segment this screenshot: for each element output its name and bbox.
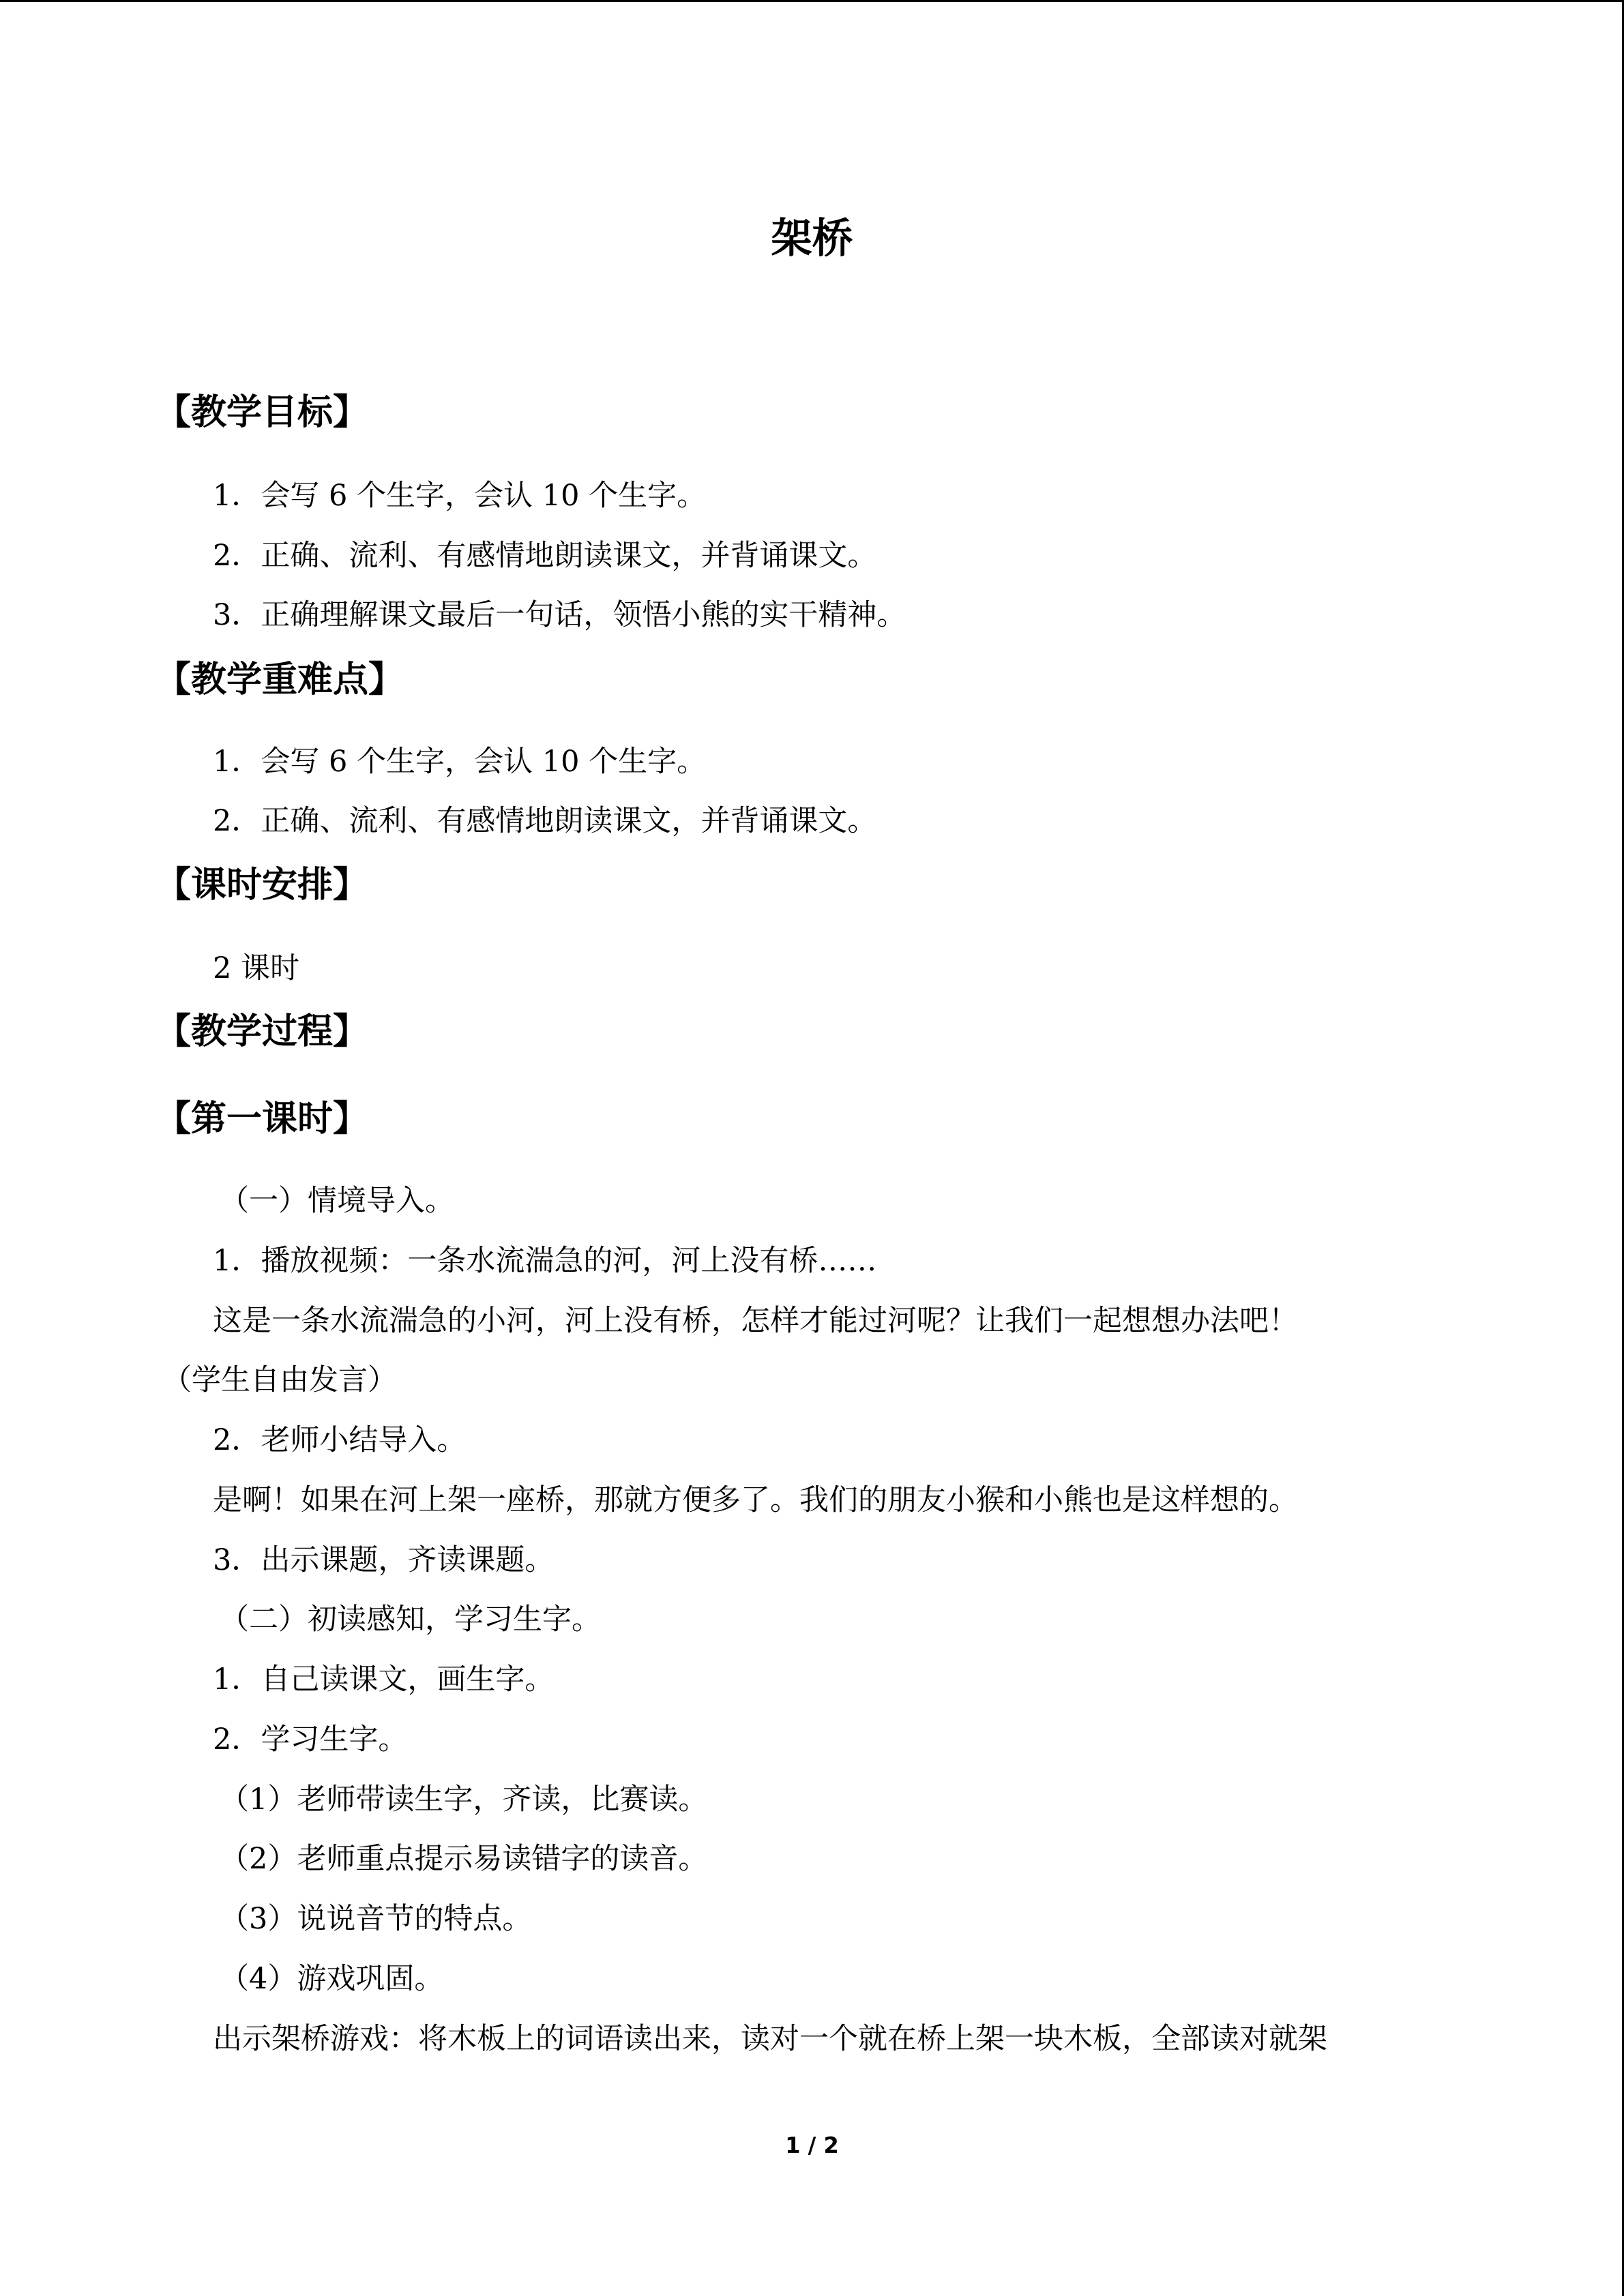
lesson-line: 2．老师小结导入。 [213, 1423, 467, 1457]
heading-schedule: 【课时安排】 [156, 865, 369, 906]
heading-process: 【教学过程】 [156, 1011, 369, 1052]
key-point-item: 2．正确、流利、有感情地朗读课文，并背诵课文。 [213, 804, 877, 838]
lesson-line: （3）说说音节的特点。 [220, 1902, 532, 1936]
page-indicator: 1 / 2 [785, 2132, 839, 2158]
page-border-top [0, 0, 1624, 2]
heading-objectives: 【教学目标】 [156, 392, 369, 433]
document-title: 架桥 [771, 215, 853, 263]
lesson-line: （学生自由发言） [162, 1363, 397, 1397]
lesson-line: 2．学习生字。 [213, 1723, 408, 1757]
lesson-line: （2）老师重点提示易读错字的读音。 [220, 1842, 708, 1876]
heading-lesson-one: 【第一课时】 [156, 1099, 369, 1139]
lesson-line: 出示架桥游戏：将木板上的词语读出来，读对一个就在桥上架一块木板，全部读对就架 [213, 2022, 1327, 2056]
objective-item: 2．正确、流利、有感情地朗读课文，并背诵课文。 [213, 539, 877, 573]
lesson-line: 这是一条水流湍急的小河，河上没有桥，怎样才能过河呢？让我们一起想想办法吧！ [213, 1304, 1298, 1338]
heading-key-points: 【教学重难点】 [156, 659, 404, 700]
key-point-item: 1．会写 6 个生字，会认 10 个生字。 [213, 745, 707, 779]
lesson-line: 1．自己读课文，画生字。 [213, 1663, 555, 1697]
schedule-text: 2 课时 [213, 951, 300, 985]
lesson-line: （一）情境导入。 [220, 1184, 454, 1218]
lesson-line: 1．播放视频：一条水流湍急的河，河上没有桥…… [213, 1244, 877, 1278]
objective-item: 3．正确理解课文最后一句话，领悟小熊的实干精神。 [213, 598, 906, 632]
lesson-line: （4）游戏巩固。 [220, 1962, 444, 1996]
lesson-line: （二）初读感知，学习生字。 [220, 1602, 601, 1637]
lesson-line: 是啊！如果在河上架一座桥，那就方便多了。我们的朋友小猴和小熊也是这样想的。 [213, 1483, 1298, 1517]
objective-item: 1．会写 6 个生字，会认 10 个生字。 [213, 479, 707, 513]
lesson-line: 3．出示课题，齐读课题。 [213, 1543, 555, 1577]
lesson-line: （1）老师带读生字，齐读，比赛读。 [220, 1783, 708, 1817]
